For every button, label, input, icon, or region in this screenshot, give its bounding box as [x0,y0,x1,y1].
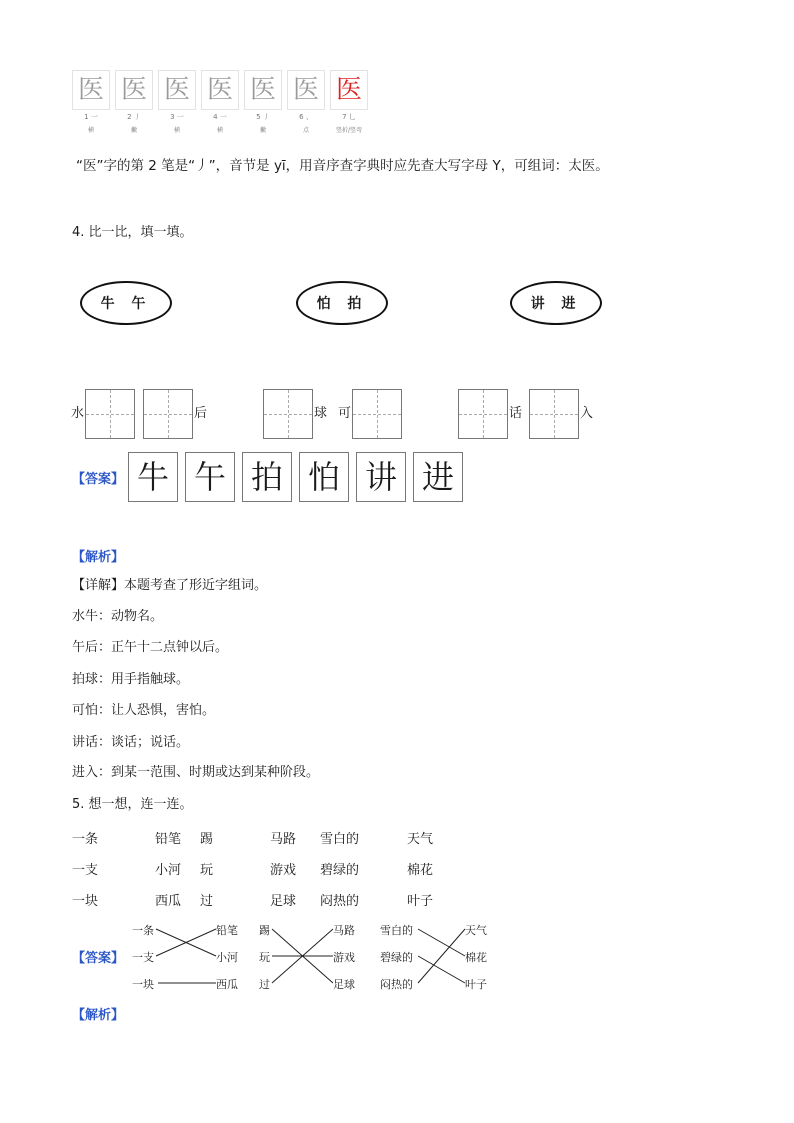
analysis-line: 水牛：动物名。 [72,609,164,624]
stroke-glyph: 医 [249,75,276,105]
fill-label: 可 [338,406,352,421]
answer-item: 碧绿的 [380,951,413,964]
answer-item: 一块 [132,978,154,991]
match-line [418,929,465,983]
answer-item: 铅笔 [216,924,238,937]
oval-pair-2: 怕 拍 [296,281,388,325]
fill-label: 话 [509,406,523,421]
match-item: 叶子 [407,894,434,909]
answer-item: 天气 [465,924,487,937]
match-item: 过 [200,894,214,909]
stroke-name: 横 [87,127,94,134]
answer-box: 午 [185,452,235,502]
match-item: 棉花 [407,863,434,878]
match-line [418,956,465,983]
stroke-name: 横 [216,127,223,134]
match-item: 雪白的 [320,832,360,847]
stroke-name: 撇 [259,127,266,134]
answer-item: 叶子 [465,978,487,991]
stroke-glyph: 医 [335,75,362,105]
answer-item: 踢 [259,924,270,937]
answer-item: 游戏 [333,951,355,964]
match-item: 足球 [270,894,297,909]
stroke-name: 撇 [130,127,137,134]
stroke-glyph: 医 [292,75,319,105]
stroke-glyph: 医 [120,75,147,105]
stroke-name: 点 [302,127,309,134]
stroke-name: 横 [173,127,180,134]
match-item: 马路 [270,832,297,847]
match-item: 一支 [72,863,99,878]
match-line [418,929,465,956]
answer-box: 拍 [242,452,292,502]
detail-text: 本题考查了形近字组词。 [124,578,268,593]
answer-tag: 【答案】 [72,951,125,966]
answer-item: 雪白的 [380,924,413,937]
stroke-explanation: “医”字的第 2 笔是“丿”，音节是 yī，用音序查字典时应先查大写字母 Y，可组词：太医。 [76,158,609,174]
answer-item: 过 [259,978,270,991]
match-item: 闷热的 [320,894,360,909]
analysis-line: 进入：到某一范围、时期或达到某种阶段。 [72,765,320,780]
oval-pair-3: 讲 进 [510,281,602,325]
match-item: 一条 [72,832,99,847]
answer-item: 小河 [216,951,238,964]
analysis-line: 午后：正午十二点钟以后。 [72,640,229,655]
answer-box: 进 [413,452,463,502]
fill-label: 入 [580,406,594,421]
answer-item: 西瓜 [216,978,238,991]
answer-box: 讲 [356,452,406,502]
analysis-line: 可怕：让人恐惧，害怕。 [72,703,216,718]
fill-label: 水 [71,406,85,421]
match-item: 天气 [407,832,434,847]
stroke-number: 2 丿 [127,113,141,121]
analysis-tag: 【解析】 [72,1008,125,1023]
stroke-glyph: 医 [77,75,104,105]
match-item: 玩 [200,863,214,878]
stroke-glyph: 医 [163,75,190,105]
q5-title: 5. 想一想，连一连。 [72,797,193,812]
stroke-name: 竖折/竖弯 [335,127,363,134]
fill-label: 后 [194,406,208,421]
analysis-line: 讲话：谈话；说话。 [72,735,190,750]
stroke-number: 6 、 [299,113,313,121]
oval-pair-1: 牛 午 [80,281,172,325]
match-item: 铅笔 [155,832,182,847]
analysis-tag: 【解析】 [72,550,125,565]
match-item: 一块 [72,894,99,909]
stroke-number: 1 一 [84,113,98,121]
match-item: 碧绿的 [320,863,360,878]
answer-tag: 【答案】 [72,472,125,487]
answer-item: 一条 [132,924,154,937]
stroke-number: 5 丿 [256,113,270,121]
answer-item: 一支 [132,951,154,964]
stroke-number: 7 乚 [342,113,356,121]
answer-item: 马路 [333,924,355,937]
fill-label: 球 [314,406,328,421]
stroke-number: 4 一 [213,113,227,121]
match-item: 游戏 [270,863,297,878]
q4-title: 4. 比一比，填一填。 [72,225,193,240]
answer-box: 怕 [299,452,349,502]
answer-item: 玩 [259,951,270,964]
answer-box: 牛 [128,452,178,502]
stroke-number: 3 一 [170,113,184,121]
answer-item: 足球 [333,978,355,991]
match-item: 踢 [200,832,214,847]
stroke-glyph: 医 [206,75,233,105]
analysis-line: 拍球：用手指触球。 [72,672,190,687]
detail-tag: 【详解】 [72,578,125,593]
match-item: 西瓜 [155,894,182,909]
match-item: 小河 [155,863,182,878]
answer-item: 闷热的 [380,978,413,991]
answer-item: 棉花 [465,951,487,964]
